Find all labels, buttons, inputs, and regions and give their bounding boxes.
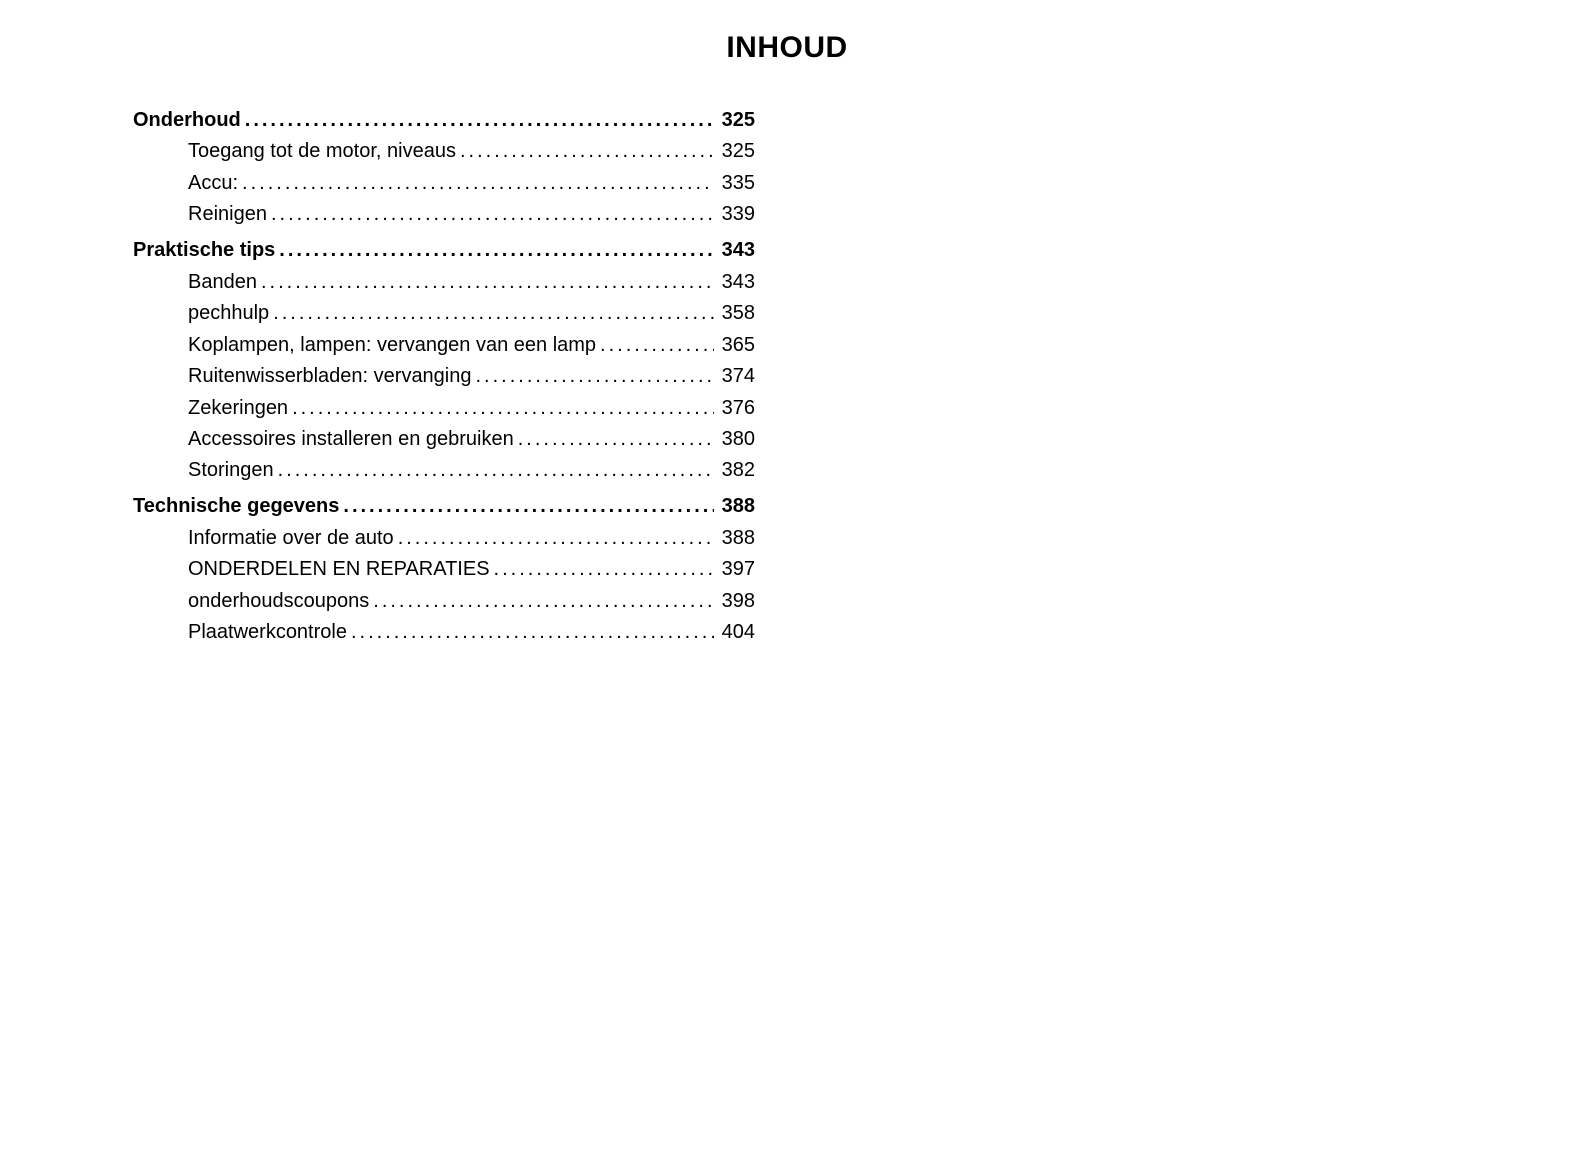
toc-entry-label: ONDERDELEN EN REPARATIES xyxy=(188,558,490,581)
toc-entry-label: pechhulp xyxy=(188,302,270,325)
toc-entry-page: 325 xyxy=(721,140,755,163)
page-title: INHOUD xyxy=(726,31,848,64)
toc-entry-label: Technische gegevens xyxy=(133,495,340,518)
toc-entry-label: Informatie over de auto xyxy=(188,526,394,549)
toc-entry-label: Accu: xyxy=(188,171,239,194)
toc-entry xyxy=(133,554,755,585)
toc-leader-dots xyxy=(292,393,714,424)
toc-entry xyxy=(133,168,755,199)
toc-entry-page: 343 xyxy=(721,270,755,293)
toc-entry xyxy=(133,491,755,522)
toc-entry-label: Reinigen xyxy=(188,203,267,226)
toc-entry xyxy=(133,523,755,554)
toc-entry-label: Zekeringen xyxy=(188,396,289,419)
toc-entry-page: 388 xyxy=(721,526,755,549)
toc-entry-page: 343 xyxy=(721,239,755,262)
toc-entry-page: 365 xyxy=(721,333,755,356)
toc-leader-dots xyxy=(600,330,714,361)
toc-entry-label: onderhoudscoupons xyxy=(188,589,370,612)
toc-leader-dots xyxy=(494,554,714,585)
toc-entry-label: Accessoires installeren en gebruiken xyxy=(188,428,514,451)
toc-leader-dots xyxy=(278,455,714,486)
toc-entry-page: 398 xyxy=(721,589,755,612)
toc-leader-dots xyxy=(398,523,714,554)
toc-leader-dots xyxy=(271,199,714,230)
toc-entry-label: Toegang tot de motor, niveaus xyxy=(188,140,456,163)
toc-leader-dots xyxy=(242,168,714,199)
toc-entry xyxy=(133,455,755,486)
toc-entry-label: Storingen xyxy=(188,459,274,482)
toc-entry-label: Praktische tips xyxy=(133,239,276,262)
toc-leader-dots xyxy=(343,491,714,522)
toc-entry xyxy=(133,424,755,455)
toc-entry-page: 358 xyxy=(721,302,755,325)
toc-entry-label: Onderhoud xyxy=(133,109,241,131)
toc-leader-dots xyxy=(351,617,714,648)
toc-entry-page: 339 xyxy=(721,203,755,226)
table-of-contents xyxy=(133,105,755,649)
toc-entry-label: Koplampen, lampen: vervangen van een lamp xyxy=(188,333,597,356)
toc-entry-label: Plaatwerkcontrole xyxy=(188,621,347,644)
toc-entry xyxy=(133,393,755,424)
toc-leader-dots xyxy=(245,105,714,136)
toc-entry-page: 374 xyxy=(721,365,755,388)
toc-entry-page: 380 xyxy=(721,428,755,451)
toc-entry xyxy=(133,136,755,167)
toc-entry xyxy=(133,298,755,329)
toc-leader-dots xyxy=(279,235,714,266)
toc-entry-page: 404 xyxy=(721,621,755,644)
toc-entry xyxy=(133,267,755,298)
toc-entry-page: 397 xyxy=(721,558,755,581)
toc-entry-page: 382 xyxy=(721,459,755,482)
toc-entry-page: 388 xyxy=(721,495,755,518)
toc-entry-page: 376 xyxy=(721,396,755,419)
toc-entry xyxy=(133,617,755,648)
toc-entry xyxy=(133,586,755,617)
toc-entry-page: 325 xyxy=(721,109,755,131)
toc-leader-dots xyxy=(373,586,714,617)
toc-leader-dots xyxy=(476,361,715,392)
toc-leader-dots xyxy=(261,267,714,298)
toc-entry xyxy=(133,235,755,266)
toc-leader-dots xyxy=(518,424,714,455)
toc-leader-dots xyxy=(273,298,714,329)
toc-leader-dots xyxy=(460,136,714,167)
toc-entry xyxy=(133,199,755,230)
toc-entry-label: Banden xyxy=(188,270,257,293)
toc-entry xyxy=(133,361,755,392)
toc-entry-page: 335 xyxy=(721,171,755,194)
toc-entry-label: Ruitenwisserbladen: vervanging xyxy=(188,365,472,388)
toc-entry xyxy=(133,105,755,136)
toc-entry xyxy=(133,330,755,361)
